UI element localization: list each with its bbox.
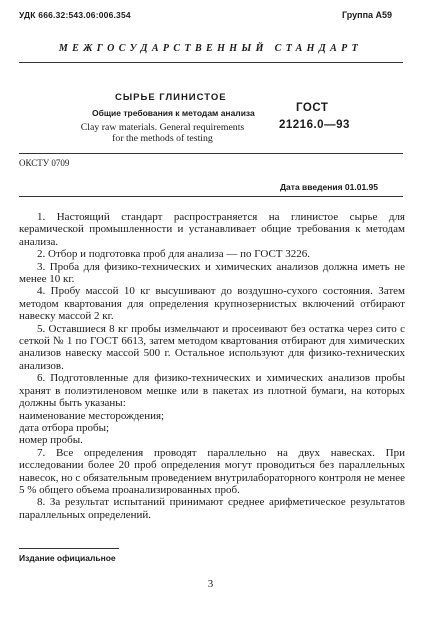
header-rule: [19, 62, 403, 63]
clause-6: 6. Подготовленные для физико-технических и химических анализов пробы хранят в полиэтиленовом мешке или в пакетах из плотной бумаги, на которых должны быть указаны:: [19, 372, 405, 410]
standard-name-english-line2: for the methods of testing: [112, 133, 213, 144]
standard-subtitle: Общие требования к методам анализа: [92, 108, 255, 118]
clause-7: 7. Все определения проводят параллельно на двух навесках. При исследовании более 20 проб определения могут проводиться без параллельных навесок, но с обязательным проведением внутрилабораторного контроля не менее 5 % общего объема проанализированных проб.: [19, 446, 405, 496]
udk-code: УДК 666.32:543.06:006.354: [19, 10, 131, 20]
page-number: 3: [207, 578, 214, 590]
clause-5: 5. Оставшиеся 8 кг пробы измельчают и просеивают без остатка через сито с сеткой № 1 по ГОСТ 6613, затем методом квартования отбирают для химических анализов навеску массой 500 г. Остальное используют для физико-технических анализов.: [19, 322, 405, 372]
okstu-code: ОКСТУ 0709: [19, 158, 70, 168]
title-rule: [19, 153, 403, 154]
clause-4: 4. Пробу массой 10 кг высушивают до воздушно-сухого состояния. Затем методом квартования для определения крупнозернистых включений отбирают навеску массой 2 кг.: [19, 285, 405, 323]
standard-name: СЫРЬЕ ГЛИНИСТОЕ: [115, 92, 227, 103]
clause-3: 3. Проба для физико-технических и химических анализов должна иметь не менее 10 кг.: [19, 260, 405, 286]
clause-8: 8. За результат испытаний принимают среднее арифметическое результатов параллельных определений.: [19, 496, 405, 521]
official-edition: Издание официальное: [19, 553, 116, 563]
gost-label: ГОСТ: [296, 102, 329, 114]
label-item-number: номер пробы.: [19, 434, 83, 447]
standard-name-english-line1: Clay raw materials. General requirements: [80, 122, 245, 133]
group-code: Группа А59: [342, 10, 393, 20]
clause-1: 1. Настоящий стандарт распространяется на глинистое сырье для керамической промышленности и устанавливает общие требования к методам анализа.: [19, 211, 405, 248]
clause-2: 2. Отбор и подготовка проб для анализа — по ГОСТ 3226.: [37, 248, 310, 261]
date-rule: [19, 196, 403, 197]
standard-type: МЕЖГОСУДАРСТВЕННЫЙ СТАНДАРТ: [58, 43, 363, 54]
body-text: [19, 211, 405, 521]
label-item-deposit: наименование месторождения;: [19, 409, 165, 422]
footer-rule: [19, 548, 119, 549]
label-item-date: дата отбора пробы;: [19, 421, 110, 434]
standard-name-english: [60, 122, 265, 144]
date-of-introduction: Дата введения 01.01.95: [280, 182, 378, 192]
gost-number: 21216.0—93: [279, 119, 350, 131]
